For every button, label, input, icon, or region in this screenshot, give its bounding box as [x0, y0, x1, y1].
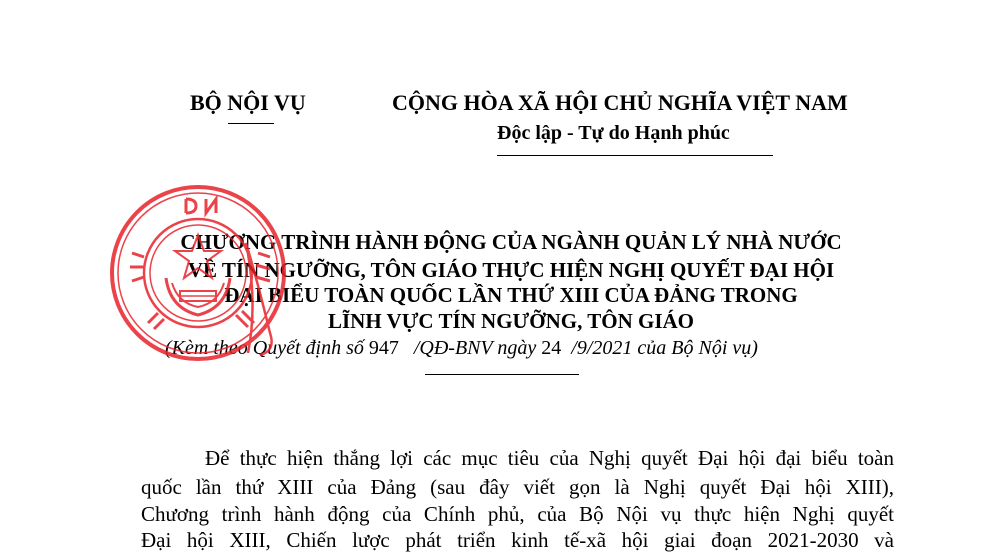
attachment-prefix: (Kèm theo Quyết định số: [165, 337, 364, 359]
document-title-line-1: CHƯƠNG TRÌNH HÀNH ĐỘNG CỦA NGÀNH QUẢN LÝ NHÀ NƯỚC: [180, 230, 842, 254]
body-paragraph-line-1: Để thực hiện thắng lợi các mục tiêu của Nghị quyết Đại hội đại biểu toàn: [205, 446, 894, 470]
organization-underline: [228, 123, 274, 124]
body-paragraph-line-2: quốc lần thứ XIII của Đảng (sau đây viết gọn là Nghị quyết Đại hội XIII),: [141, 475, 894, 499]
body-paragraph-line-3: Chương trình hành động của Chính phủ, của Bộ Nội vụ thực hiện Nghị quyết: [141, 502, 894, 526]
document-title-line-4: LĨNH VỰC TÍN NGƯỠNG, TÔN GIÁO: [328, 309, 694, 333]
document-title-line-3: ĐẠI BIỂU TOÀN QUỐC LẦN THỨ XIII CỦA ĐẢNG TRONG: [224, 283, 798, 307]
issuing-organization: BỘ NỘI VỤ: [190, 90, 306, 115]
decision-day: 24: [541, 337, 562, 359]
attachment-underline: [425, 374, 579, 375]
attachment-middle: /QĐ-BNV ngày: [413, 337, 537, 359]
national-motto: Độc lập - Tự do Hạnh phúc: [497, 122, 730, 144]
body-paragraph-line-4: Đại hội XIII, Chiến lược phát triển kinh tế-xã hội giai đoạn 2021-2030 và: [141, 528, 894, 552]
red-official-seal-icon: [108, 183, 288, 363]
attachment-suffix: /9/2021 của Bộ Nội vụ): [571, 337, 758, 359]
national-title: CỘNG HÒA XÃ HỘI CHỦ NGHĨA VIỆT NAM: [392, 90, 848, 115]
motto-underline: [497, 155, 773, 156]
document-title-line-2: VỀ TÍN NGƯỠNG, TÔN GIÁO THỰC HIỆN NGHỊ QUYẾT ĐẠI HỘI: [187, 258, 835, 282]
decision-number: 947: [368, 337, 399, 359]
